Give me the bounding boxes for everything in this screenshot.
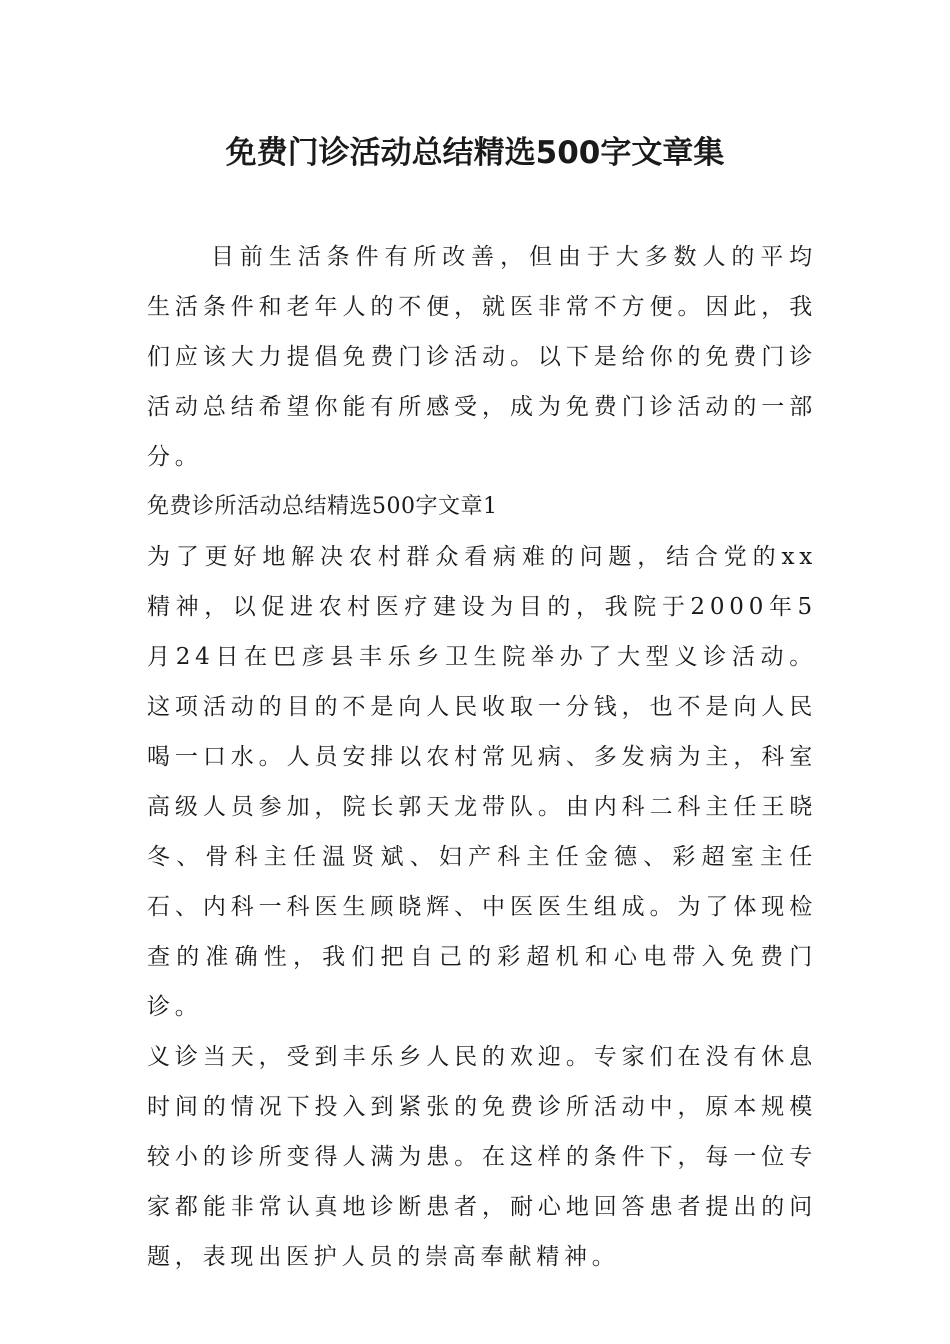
section-heading: 免费诊所活动总结精选500字文章1 <box>147 494 498 519</box>
body-paragraph-1: 为了更好地解决农村群众看病难的问题，结合党的xx精神，以促进农村医疗建设为目的，我院于2000年5月24日在巴彦县丰乐乡卫生院举办了大型义诊活动。这项活动的目的不是向人民收取一分钱，也不是向人民喝一口水。人员安排以农村常见病、多发病为主，科室高级人员参加，院长郭天龙带队。由内科二科主任王晓冬、骨科主任温贤斌、妇产科主任金德、彩超室主任石、内科一科医生顾晓辉、中医医生组成。为了体现检查的准确性，我们把自己的彩超机和心电带入免费门诊。 <box>147 544 817 1020</box>
document-body <box>147 232 817 1282</box>
intro-paragraph: 目前生活条件有所改善，但由于大多数人的平均生活条件和老年人的不便，就医非常不方便。因此，我们应该大力提倡免费门诊活动。以下是给你的免费门诊活动总结希望你能有所感受，成为免费门诊活动的一部分。 <box>147 244 817 470</box>
body-paragraph-2: 义诊当天，受到丰乐乡人民的欢迎。专家们在没有休息时间的情况下投入到紧张的免费诊所活动中，原本规模较小的诊所变得人满为患。在这样的条件下，每一位专家都能非常认真地诊断患者，耐心地回答患者提出的问题，表现出医护人员的崇高奉献精神。 <box>147 1044 817 1270</box>
document-title: 免费门诊活动总结精选500字文章集 <box>225 135 725 171</box>
